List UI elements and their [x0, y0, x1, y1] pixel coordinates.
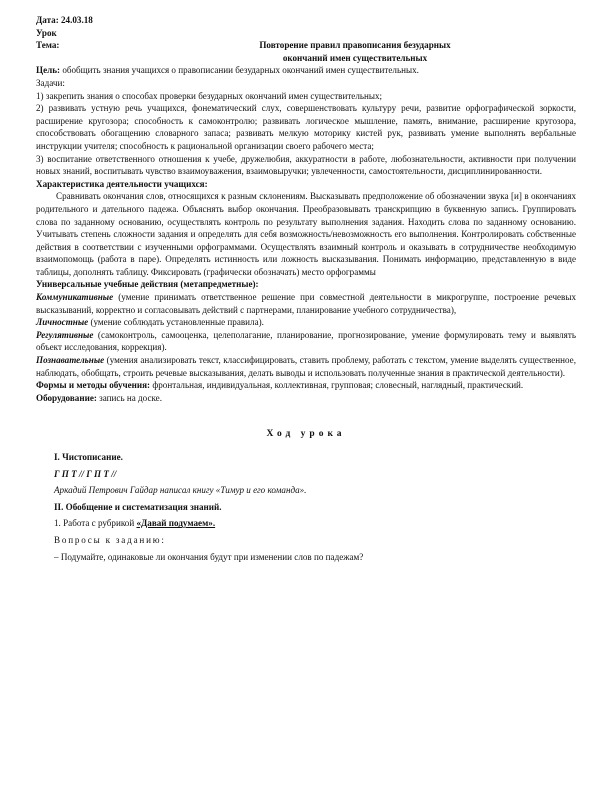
cognitive-text: (умения анализировать текст, классифицировать, ставить проблему, работать с текстом, умение выделять существенное, наблюдать, обобщать, строить речевые высказывания, делать выводы и использовать полученные знания в практической деятельности). — [36, 355, 576, 378]
topic-label: Тема: — [36, 40, 60, 51]
questions-label: Вопросы к заданию: — [54, 534, 166, 545]
uud-personal — [36, 316, 576, 329]
personal-label: Личностные — [36, 317, 89, 328]
uud-label: Универсальные учебные действия (метапредметные): — [36, 279, 259, 290]
cognitive-label: Познавательные — [36, 355, 105, 366]
spacer — [36, 404, 576, 426]
step-1: I. Чистописание. — [54, 452, 123, 462]
document-page — [36, 14, 576, 567]
uud-regulative — [36, 329, 576, 354]
communicative-text: (умение принимать ответственное решение при совместной деятельности в микрогруппе, построение речевых высказываний, корректно и согласовывать действий с партнерами, планирование учебного сотрудничества), — [36, 292, 576, 315]
task-item: 2) развивать устную речь учащихся, фонематический слух, совершенствовать культуру речи, развитие орфографической зоркости, расширение кругозора; способность к самоконтролю; развивать логическое мышление, память, внимание, расширение кругозора, способствовать обогащению словарного запаса; развивать мелкую моторику кистей рук, развивать умение выполнять вербальные инструкции учителя; способность к рациональной организации своего рабочего места; — [36, 103, 576, 151]
personal-text: (умение соблюдать установленные правила). — [88, 317, 264, 328]
communicative-label: Коммуникативные — [36, 292, 114, 303]
tasks-label: Задачи: — [36, 77, 65, 88]
topic-row — [36, 39, 576, 64]
task-item: 3) воспитание ответственного отношения к учебе, дружелюбия, аккуратности в работе, любознательности, активности при получении новых знаний, воспитывать чувство взаимоуважения, взаимовыручки; увлеченности, самостоятельности, дисциплинированности. — [36, 153, 576, 177]
task-item: 1) закрепить знания о способах проверки безударных окончаний имен существительных; — [36, 90, 383, 101]
equipment-paragraph — [36, 392, 576, 405]
activity-label: Характеристика деятельности учащихся: — [36, 178, 208, 189]
topic-line-2: окончаний имен существительных — [282, 52, 428, 63]
goal-label: Цель: — [36, 65, 61, 76]
question-1: – Подумайте, одинаковые ли окончания будут при изменении слов по падежам? — [54, 551, 364, 562]
goal-text: обобщить знания учащихся о правописании безударных окончаний имен существительных. — [60, 65, 419, 76]
regulative-text: (самоконтроль, самооценка, целеполагание, планирование, прогнозирование, умение формулировать тему и выявлять объект исследования, коррекция). — [36, 329, 576, 353]
equipment-label: Оборудование: — [36, 392, 97, 403]
regulative-label: Регулятивные — [36, 329, 94, 340]
uud-cognitive — [36, 354, 576, 379]
work-rubric: «Давай подумаем». — [136, 518, 216, 529]
work-line — [54, 517, 576, 530]
lesson-body — [36, 451, 576, 563]
equipment-text: запись на доске. — [96, 392, 162, 403]
calligraphy-letters: Г П Т // Г П Т // — [54, 468, 117, 479]
uud-communicative — [36, 291, 576, 316]
calligraphy-sentence: Аркадий Петрович Гайдар написал книгу «Тимур и его команда». — [54, 485, 307, 496]
work-prefix: 1. Работа с рубрикой — [54, 518, 137, 529]
activity-text: Сравнивать окончания слов, относящихся к разным склонениям. Высказывать предположение об обозначении звука [и] в окончаниях родительного и дательного падежа. Объяснять выбор окончания. Преобразовывать транскрипцию в буквенную запись. Группировать слова по заданному основанию, осуществлять контроль по результату выполнения задания. Находить слова по заданному основанию. Учитывать степень сложности задания и определять для себя возможность/невозможность его выполнения. Контролировать собственные действия в соответствии с изученными орфограммами. Осуществлять взаимный контроль и оказывать в сотрудничестве необходимую взаимопомощь (работа в паре). Определять истинность или ложность высказывания. Понимать информацию, представленную в виде таблицы, дополнять таблицу. Фиксировать (графически обозначать) место орфограммы — [36, 191, 576, 277]
topic-title — [194, 39, 576, 64]
lesson-line: Урок — [36, 27, 57, 38]
goal-paragraph — [36, 64, 576, 77]
date-line: Дата: 24.03.18 — [36, 15, 93, 25]
lesson-heading: Ход урока — [266, 429, 346, 440]
step-2: II. Обобщение и систематизация знаний. — [54, 501, 222, 512]
forms-text: фронтальная, индивидуальная, коллективная, групповая; словесный, наглядный, практический. — [150, 380, 524, 391]
forms-label: Формы и методы обучения: — [36, 380, 151, 391]
forms-paragraph — [36, 379, 576, 392]
topic-line-1: Повторение правил правописания безударных — [259, 40, 451, 51]
